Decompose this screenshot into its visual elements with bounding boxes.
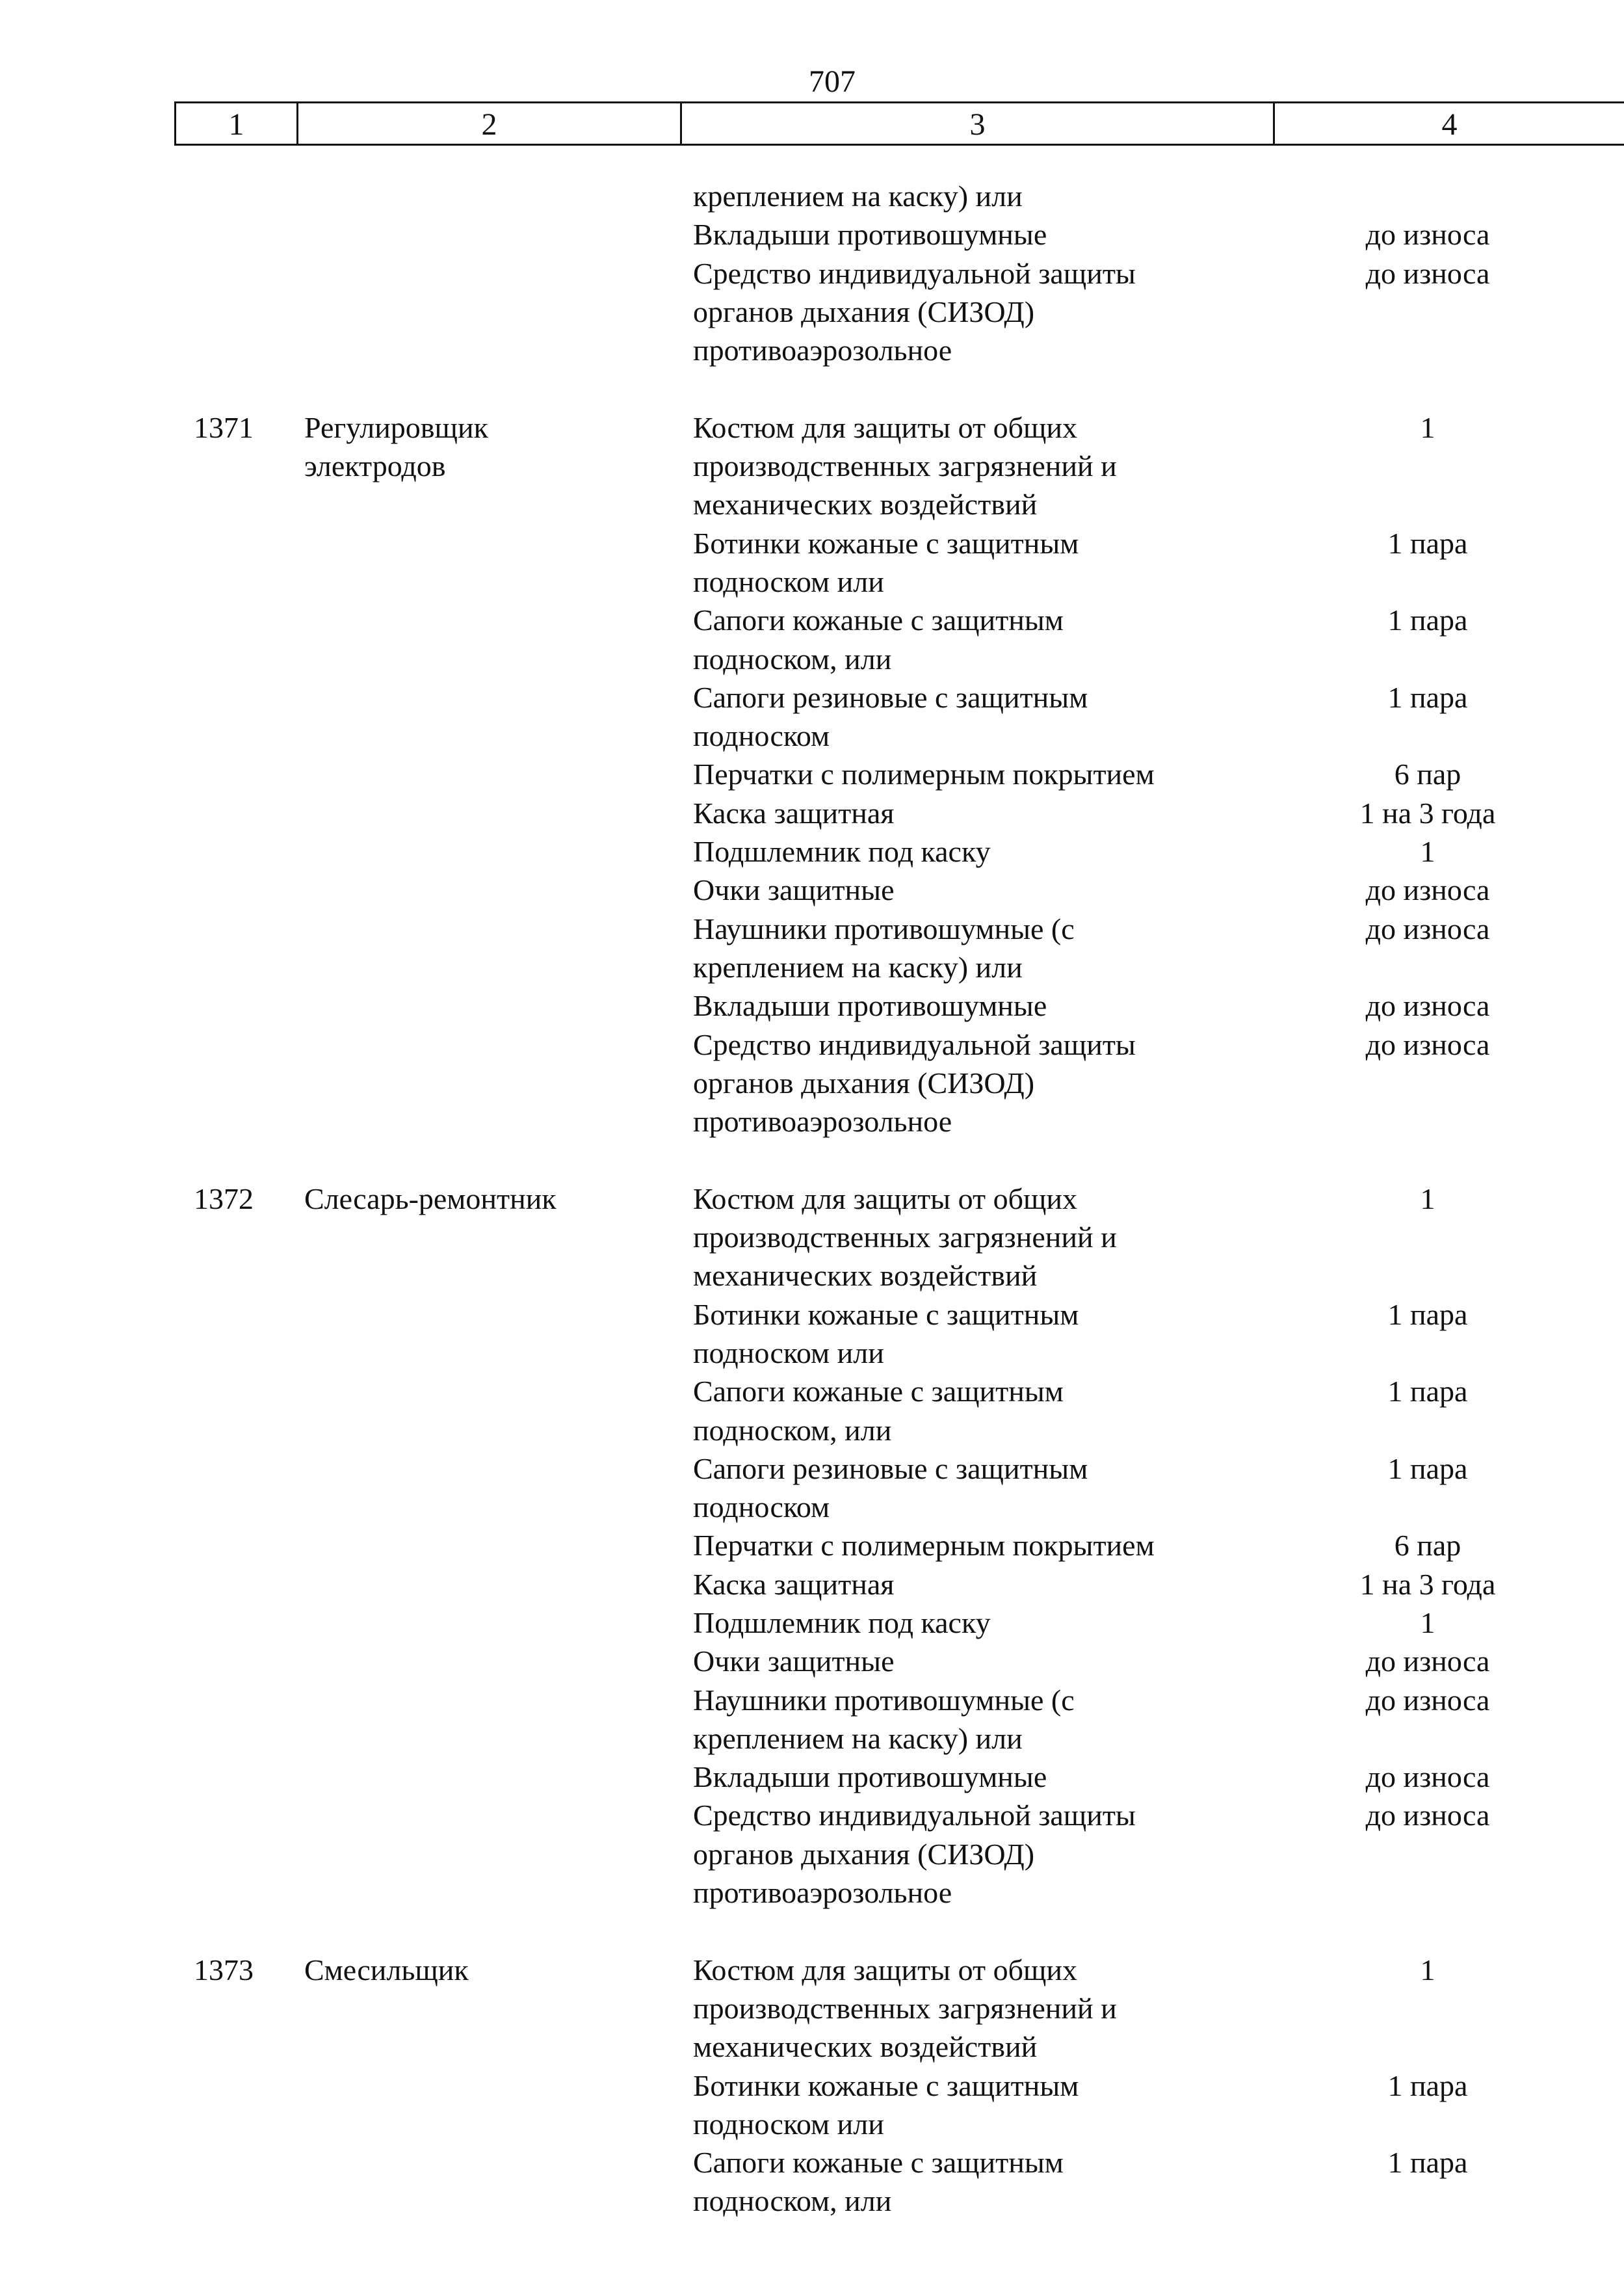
ppe-item-row: [693, 408, 1616, 524]
ppe-item-row: [693, 215, 1616, 254]
ppe-item-row: [693, 1180, 1616, 1295]
column-header-4: 4: [1441, 107, 1458, 142]
column-header-3: 3: [682, 103, 1275, 144]
ppe-item-row: [693, 1758, 1616, 1796]
ppe-item-name: Ботинки кожаные с защитным подноском или: [693, 2068, 1079, 2141]
ppe-item-name: Ботинки кожаные с защитным подноском или: [693, 526, 1079, 598]
column-header-2: 2: [298, 103, 682, 144]
ppe-item-quantity: 1: [1420, 1605, 1435, 1639]
ppe-item-row: [693, 755, 1616, 793]
ppe-item-list: [693, 177, 1616, 369]
ppe-item-row: [693, 2143, 1616, 2221]
ppe-item-quantity: до износа: [1365, 912, 1490, 945]
ppe-item-quantity: до износа: [1365, 1027, 1490, 1061]
ppe-item-name: Подшлемник под каску: [693, 835, 991, 869]
ppe-item-quantity: 1: [1420, 1181, 1435, 1215]
ppe-item-row: [693, 1796, 1616, 1912]
ppe-item-quantity: 1 на 3 года: [1359, 796, 1496, 830]
ppe-item-row: [693, 794, 1616, 832]
ppe-item-quantity: 1: [1420, 1953, 1435, 1986]
ppe-item-name: Средство индивидуальной защиты органов дыхания (СИЗОД) противоаэрозольное: [693, 256, 1136, 367]
ppe-item-quantity: до износа: [1365, 1799, 1490, 1832]
ppe-item-name: Костюм для защиты от общих производственных загрязнений и механических воздействий: [693, 1181, 1117, 1293]
ppe-item-name: Костюм для защиты от общих производственных загрязнений и механических воздействий: [693, 410, 1117, 521]
profession-number: 1372: [194, 1181, 254, 1215]
profession-name: Регулировщик электродов: [304, 410, 488, 483]
ppe-item-name: Сапоги резиновые с защитным подноском: [693, 1451, 1088, 1524]
ppe-item-name: Ботинки кожаные с защитным подноском или: [693, 1297, 1079, 1369]
ppe-item-quantity: 1 пара: [1387, 2146, 1468, 2180]
ppe-item-row: [693, 678, 1616, 756]
ppe-item-row: [693, 1681, 1616, 1758]
ppe-item-row: [693, 2066, 1616, 2144]
ppe-item-quantity: до износа: [1365, 1683, 1490, 1717]
ppe-item-quantity: 1 пара: [1387, 680, 1468, 714]
profession-number: 1373: [194, 1953, 254, 1986]
page-number: 707: [809, 64, 856, 99]
ppe-item-row: [693, 177, 1616, 215]
column-header-row: [174, 101, 1624, 146]
profession-group: [174, 177, 1624, 369]
ppe-item-quantity: 6 пар: [1394, 758, 1461, 791]
ppe-item-row: [693, 1025, 1616, 1141]
ppe-item-quantity: 1: [1420, 410, 1435, 444]
ppe-item-row: [693, 910, 1616, 987]
ppe-item-quantity: 1 пара: [1387, 2068, 1468, 2102]
ppe-item-list: [693, 1951, 1616, 2221]
ppe-item-name: Каска защитная: [693, 1567, 895, 1601]
ppe-item-name: Сапоги резиновые с защитным подноском: [693, 680, 1088, 753]
ppe-item-name: Наушники противошумные (с креплением на каску) или: [693, 912, 1075, 984]
ppe-item-quantity: 1 пара: [1387, 1375, 1468, 1408]
ppe-item-name: Сапоги кожаные с защитным подноском, или: [693, 2146, 1064, 2218]
ppe-item-quantity: 1 пара: [1387, 603, 1468, 637]
ppe-item-row: [693, 1449, 1616, 1527]
ppe-item-row: [693, 1565, 1616, 1603]
ppe-item-quantity: 1 пара: [1387, 526, 1468, 560]
ppe-item-row: [693, 1295, 1616, 1373]
ppe-item-quantity: 1: [1420, 835, 1435, 869]
ppe-item-name: Вкладыши противошумные: [693, 989, 1047, 1023]
profession-name: Слесарь-ремонтник: [304, 1181, 557, 1215]
ppe-item-quantity: до износа: [1365, 1644, 1490, 1678]
ppe-item-row: [693, 254, 1616, 370]
ppe-item-quantity: до износа: [1365, 256, 1490, 290]
ppe-item-name: Наушники противошумные (с креплением на каску) или: [693, 1683, 1075, 1755]
ppe-item-quantity: 6 пар: [1394, 1529, 1461, 1563]
ppe-item-row: [693, 1372, 1616, 1449]
ppe-item-name: Вкладыши противошумные: [693, 1760, 1047, 1794]
profession-name: Смесильщик: [304, 1953, 469, 1986]
ppe-item-name: Перчатки с полимерным покрытием: [693, 758, 1155, 791]
ppe-item-row: [693, 601, 1616, 678]
ppe-item-list: [693, 408, 1616, 1141]
ppe-item-row: [693, 871, 1616, 909]
ppe-item-name: Подшлемник под каску: [693, 1605, 991, 1639]
ppe-item-name: Средство индивидуальной защиты органов дыхания (СИЗОД) противоаэрозольное: [693, 1027, 1136, 1139]
profession-group: [174, 408, 1624, 1141]
profession-group: [174, 1180, 1624, 1912]
ppe-item-name: Каска защитная: [693, 796, 895, 830]
ppe-item-list: [693, 1180, 1616, 1912]
ppe-item-name: Сапоги кожаные с защитным подноском, или: [693, 1375, 1064, 1447]
ppe-item-name: Очки защитные: [693, 1644, 895, 1678]
ppe-item-quantity: до износа: [1365, 1760, 1490, 1794]
ppe-item-row: [693, 1603, 1616, 1642]
ppe-item-row: [693, 986, 1616, 1025]
ppe-item-name: Перчатки с полимерным покрытием: [693, 1529, 1155, 1563]
table-body: [174, 177, 1624, 2221]
ppe-item-name: Костюм для защиты от общих производственных загрязнений и механических воздействий: [693, 1953, 1117, 2064]
profession-group: [174, 1951, 1624, 2221]
ppe-item-quantity: 1 на 3 года: [1359, 1567, 1496, 1601]
ppe-item-name: Вкладыши противошумные: [693, 218, 1047, 252]
ppe-item-quantity: до износа: [1365, 873, 1490, 907]
ppe-item-quantity: 1 пара: [1387, 1297, 1468, 1331]
ppe-item-row: [693, 832, 1616, 871]
ppe-item-quantity: до износа: [1365, 989, 1490, 1023]
ppe-item-name: Очки защитные: [693, 873, 895, 907]
ppe-item-name: Сапоги кожаные с защитным подноском, или: [693, 603, 1064, 676]
column-header-1: 1: [176, 103, 298, 144]
ppe-item-quantity: 1 пара: [1387, 1451, 1468, 1485]
ppe-item-name: Средство индивидуальной защиты органов дыхания (СИЗОД) противоаэрозольное: [693, 1799, 1136, 1910]
ppe-item-row: [693, 524, 1616, 601]
ppe-item-name: креплением на каску) или: [693, 179, 1023, 213]
profession-number: 1371: [194, 410, 254, 444]
ppe-item-row: [693, 1951, 1616, 2066]
ppe-item-quantity: до износа: [1365, 218, 1490, 252]
ppe-item-row: [693, 1642, 1616, 1680]
ppe-item-row: [693, 1526, 1616, 1564]
